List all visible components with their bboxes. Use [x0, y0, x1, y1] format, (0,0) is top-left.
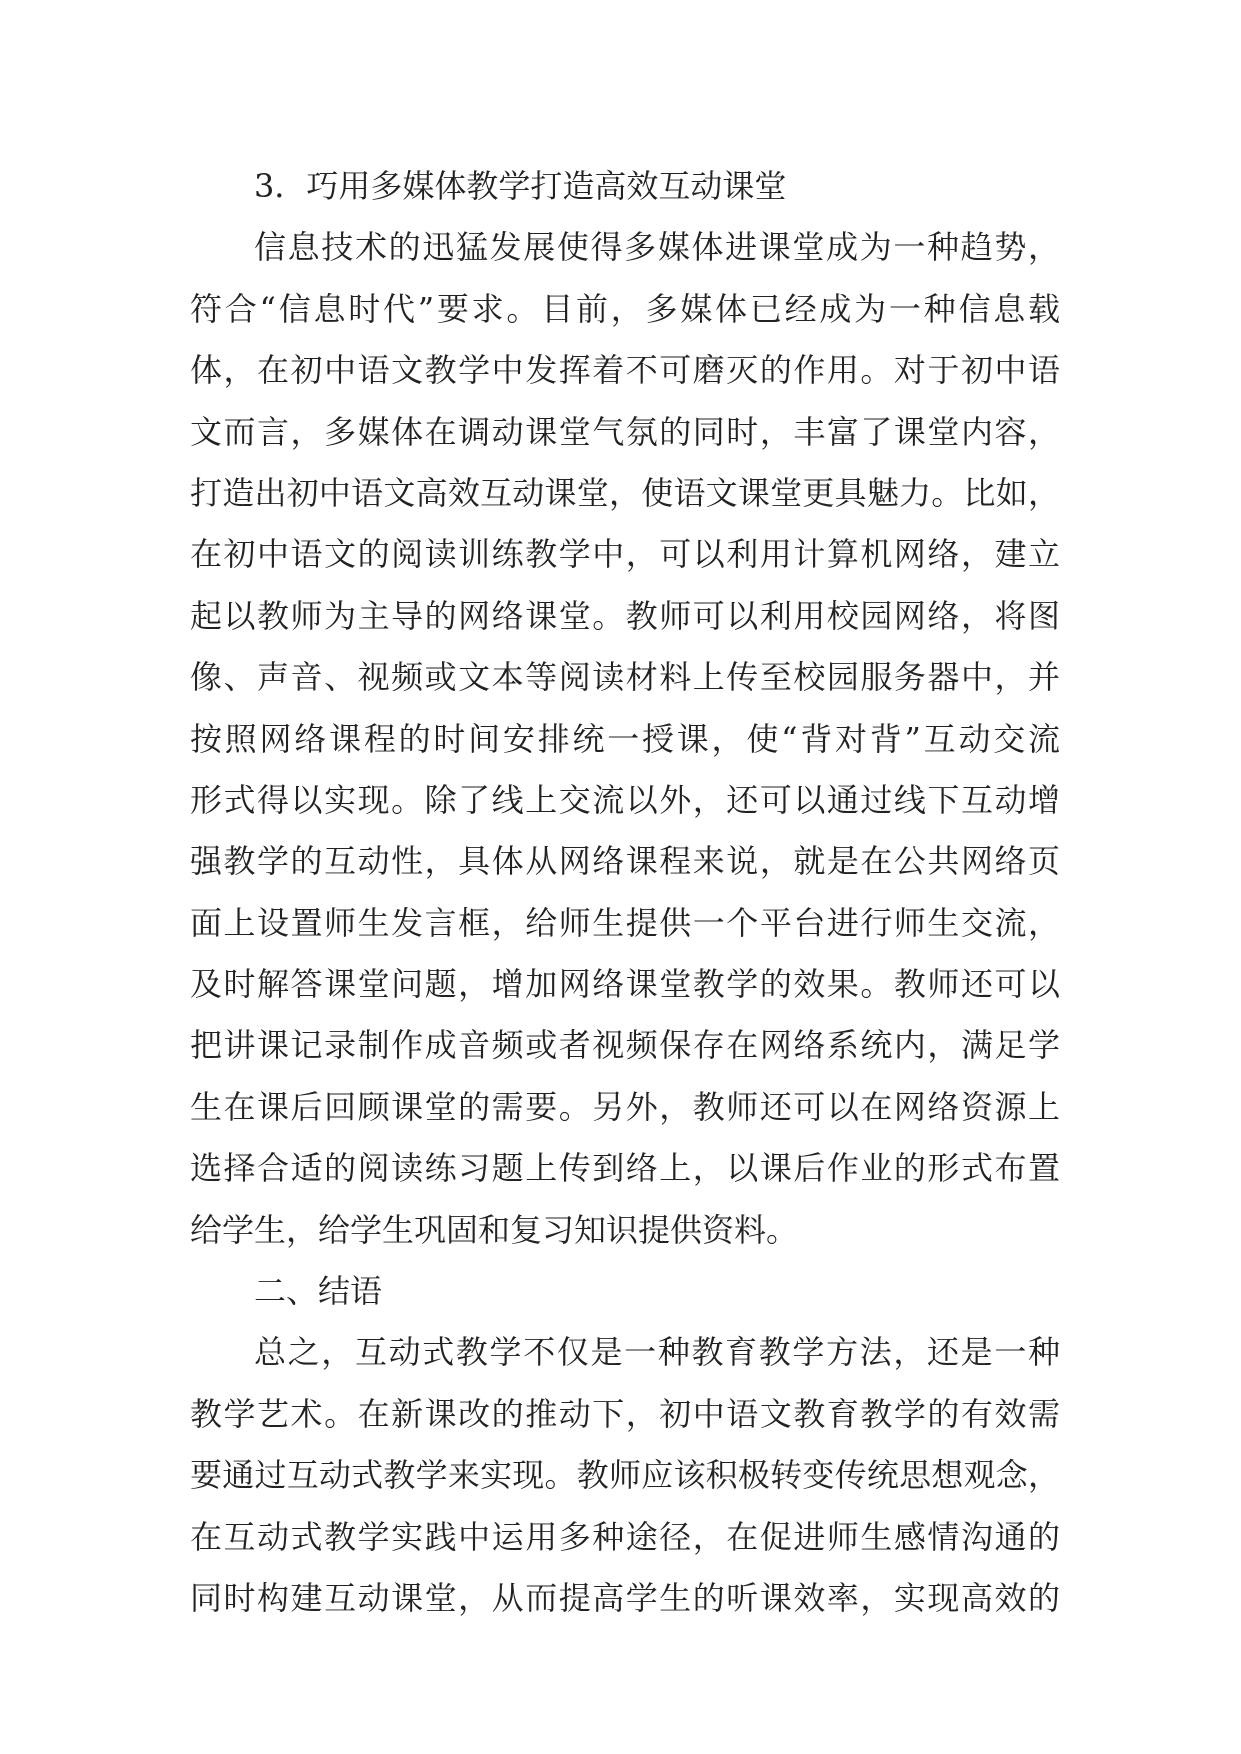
text-line: 及时解答课堂问题，增加网络课堂教学的效果。教师还可以	[190, 965, 1060, 1004]
text-line: 同时构建互动课堂，从而提高学生的听课效率，实现高效的	[190, 1578, 1060, 1617]
text-line: 面上设置师生发言框，给师生提供一个平台进行师生交流，	[190, 903, 1060, 942]
text-line: 总之，互动式教学不仅是一种教育教学方法，还是一种	[254, 1333, 1060, 1372]
text-line: 强教学的互动性，具体从网络课程来说，就是在公共网络页	[190, 842, 1060, 881]
text-line: 选择合适的阅读练习题上传到络上，以课后作业的形式布置	[190, 1149, 1060, 1188]
text-line: 教学艺术。在新课改的推动下，初中语文教育教学的有效需	[190, 1394, 1060, 1433]
text-line: 在初中语文的阅读训练教学中，可以利用计算机网络，建立	[190, 535, 1060, 574]
text-line: 起以教师为主导的网络课堂。教师可以利用校园网络，将图	[190, 596, 1060, 635]
body-text	[190, 156, 1060, 1629]
section-heading: 3．巧用多媒体教学打造高效互动课堂	[254, 167, 787, 205]
text-line: 符合“信息时代”要求。目前，多媒体已经成为一种信息载	[190, 289, 1060, 328]
text-line: 形式得以实现。除了线上交流以外，还可以通过线下互动增	[190, 780, 1060, 819]
text-line: 把讲课记录制作成音频或者视频保存在网络系统内，满足学	[190, 1026, 1060, 1065]
text-line: 生在课后回顾课堂的需要。另外，教师还可以在网络资源上	[190, 1087, 1060, 1126]
text-line: 像、声音、视频或文本等阅读材料上传至校园服务器中，并	[190, 658, 1060, 697]
text-line: 打造出初中语文高效互动课堂，使语文课堂更具魅力。比如，	[190, 473, 1060, 512]
text-line: 要通过互动式教学来实现。教师应该积极转变传统思想观念，	[190, 1456, 1060, 1495]
text-line: 体，在初中语文教学中发挥着不可磨灭的作用。对于初中语	[190, 351, 1060, 390]
text-line: 给学生，给学生巩固和复习知识提供资料。	[190, 1210, 799, 1249]
text-line: 按照网络课程的时间安排统一授课，使“背对背”互动交流	[190, 719, 1060, 758]
section-heading: 二、结语	[254, 1272, 383, 1311]
text-line: 信息技术的迅猛发展使得多媒体进课堂成为一种趋势，	[254, 228, 1060, 267]
text-line: 在互动式教学实践中运用多种途径，在促进师生感情沟通的	[190, 1517, 1060, 1556]
text-line: 文而言，多媒体在调动课堂气氛的同时，丰富了课堂内容，	[190, 412, 1060, 451]
